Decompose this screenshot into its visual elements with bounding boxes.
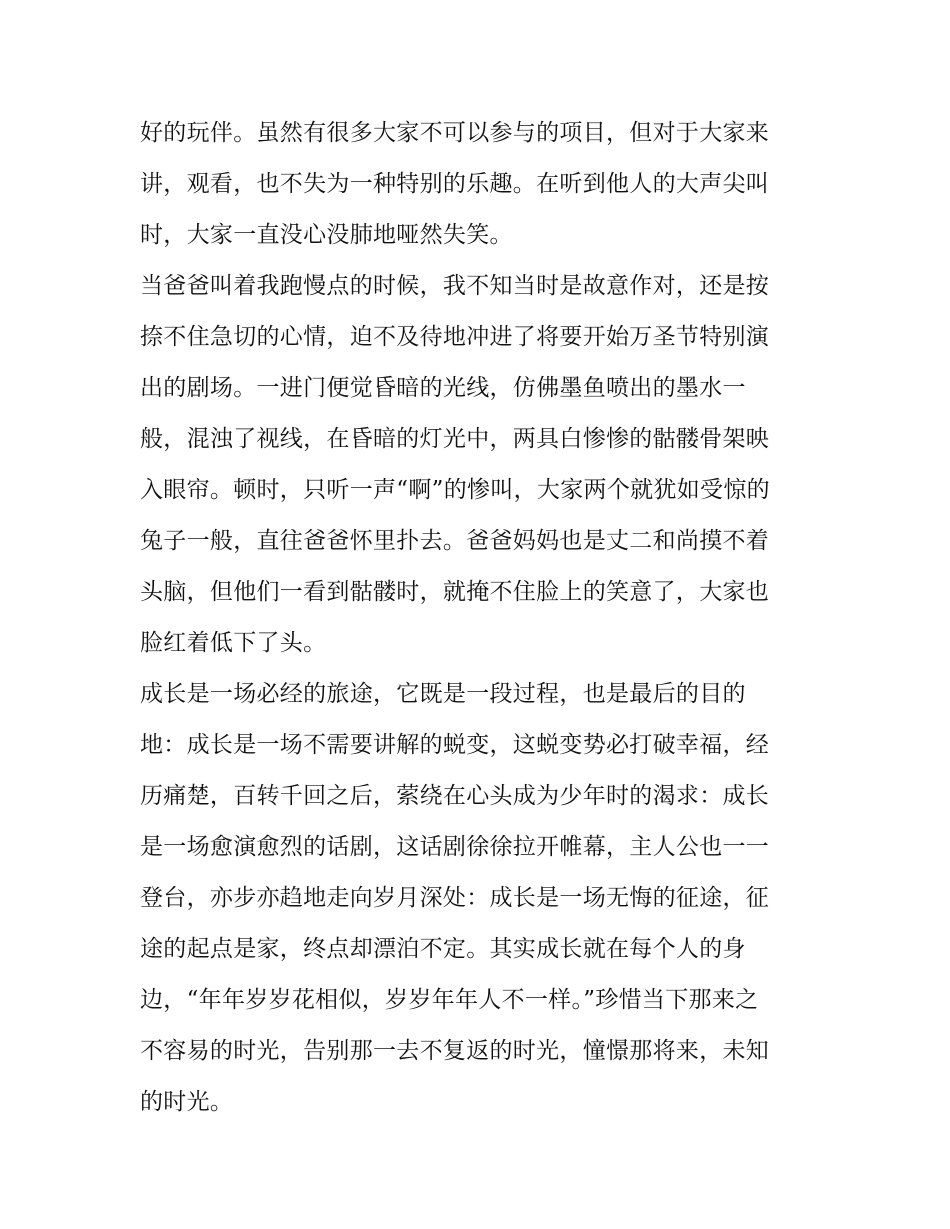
text-line: 头脑，但他们一看到骷髅时，就掩不住脸上的笑意了，大家也 xyxy=(140,579,770,605)
text-line: 登台，亦步亦趋地走向岁月深处：成长是一场无悔的征途，征 xyxy=(140,885,770,911)
text-line: 出的剧场。一进门便觉昏暗的光线，仿佛墨鱼喷出的墨水一 xyxy=(140,375,746,401)
text-line: 是一场愈演愈烈的话剧，这话剧徐徐拉开帷幕，主人公也一一 xyxy=(140,834,770,860)
text-line: 脸红着低下了头。 xyxy=(140,630,327,656)
text-line: 的时光。 xyxy=(140,1089,234,1115)
text-line: 地：成长是一场不需要讲解的蜕变，这蜕变势必打破幸福，经 xyxy=(140,732,770,758)
text-line: 入眼帘。顿时，只听一声“啊”的惨叫，大家两个就犹如受惊的 xyxy=(140,477,770,503)
text-line: 讲，观看，也不失为一种特别的乐趣。在听到他人的大声尖叫 xyxy=(140,171,770,197)
text-line: 兔子一般，直往爸爸怀里扑去。爸爸妈妈也是丈二和尚摸不着 xyxy=(140,528,770,554)
paragraph-2 xyxy=(140,261,820,669)
text-line: 般，混浊了视线，在昏暗的灯光中，两具白惨惨的骷髅骨架映 xyxy=(140,426,770,452)
text-line: 成长是一场必经的旅途，它既是一段过程，也是最后的目的 xyxy=(140,681,746,707)
text-line: 不容易的时光，告别那一去不复返的时光，憧憬那将来，未知 xyxy=(140,1038,770,1064)
paragraph-3 xyxy=(140,669,820,1128)
text-line: 好的玩伴。虽然有很多大家不可以参与的项目，但对于大家来 xyxy=(140,120,770,146)
text-line: 历痛楚，百转千回之后，萦绕在心头成为少年时的渴求：成长 xyxy=(140,783,770,809)
text-line: 当爸爸叫着我跑慢点的时候，我不知当时是故意作对，还是按 xyxy=(140,273,770,299)
text-line: 边，“年年岁岁花相似，岁岁年年人不一样。”珍惜当下那来之 xyxy=(140,987,759,1013)
text-line: 时，大家一直没心没肺地哑然失笑。 xyxy=(140,222,513,248)
text-line: 途的起点是家，终点却漂泊不定。其实成长就在每个人的身 xyxy=(140,936,746,962)
paragraph-1 xyxy=(140,108,820,261)
document-body xyxy=(140,108,820,1128)
text-line: 捺不住急切的心情，迫不及待地冲进了将要开始万圣节特别演 xyxy=(140,324,770,350)
